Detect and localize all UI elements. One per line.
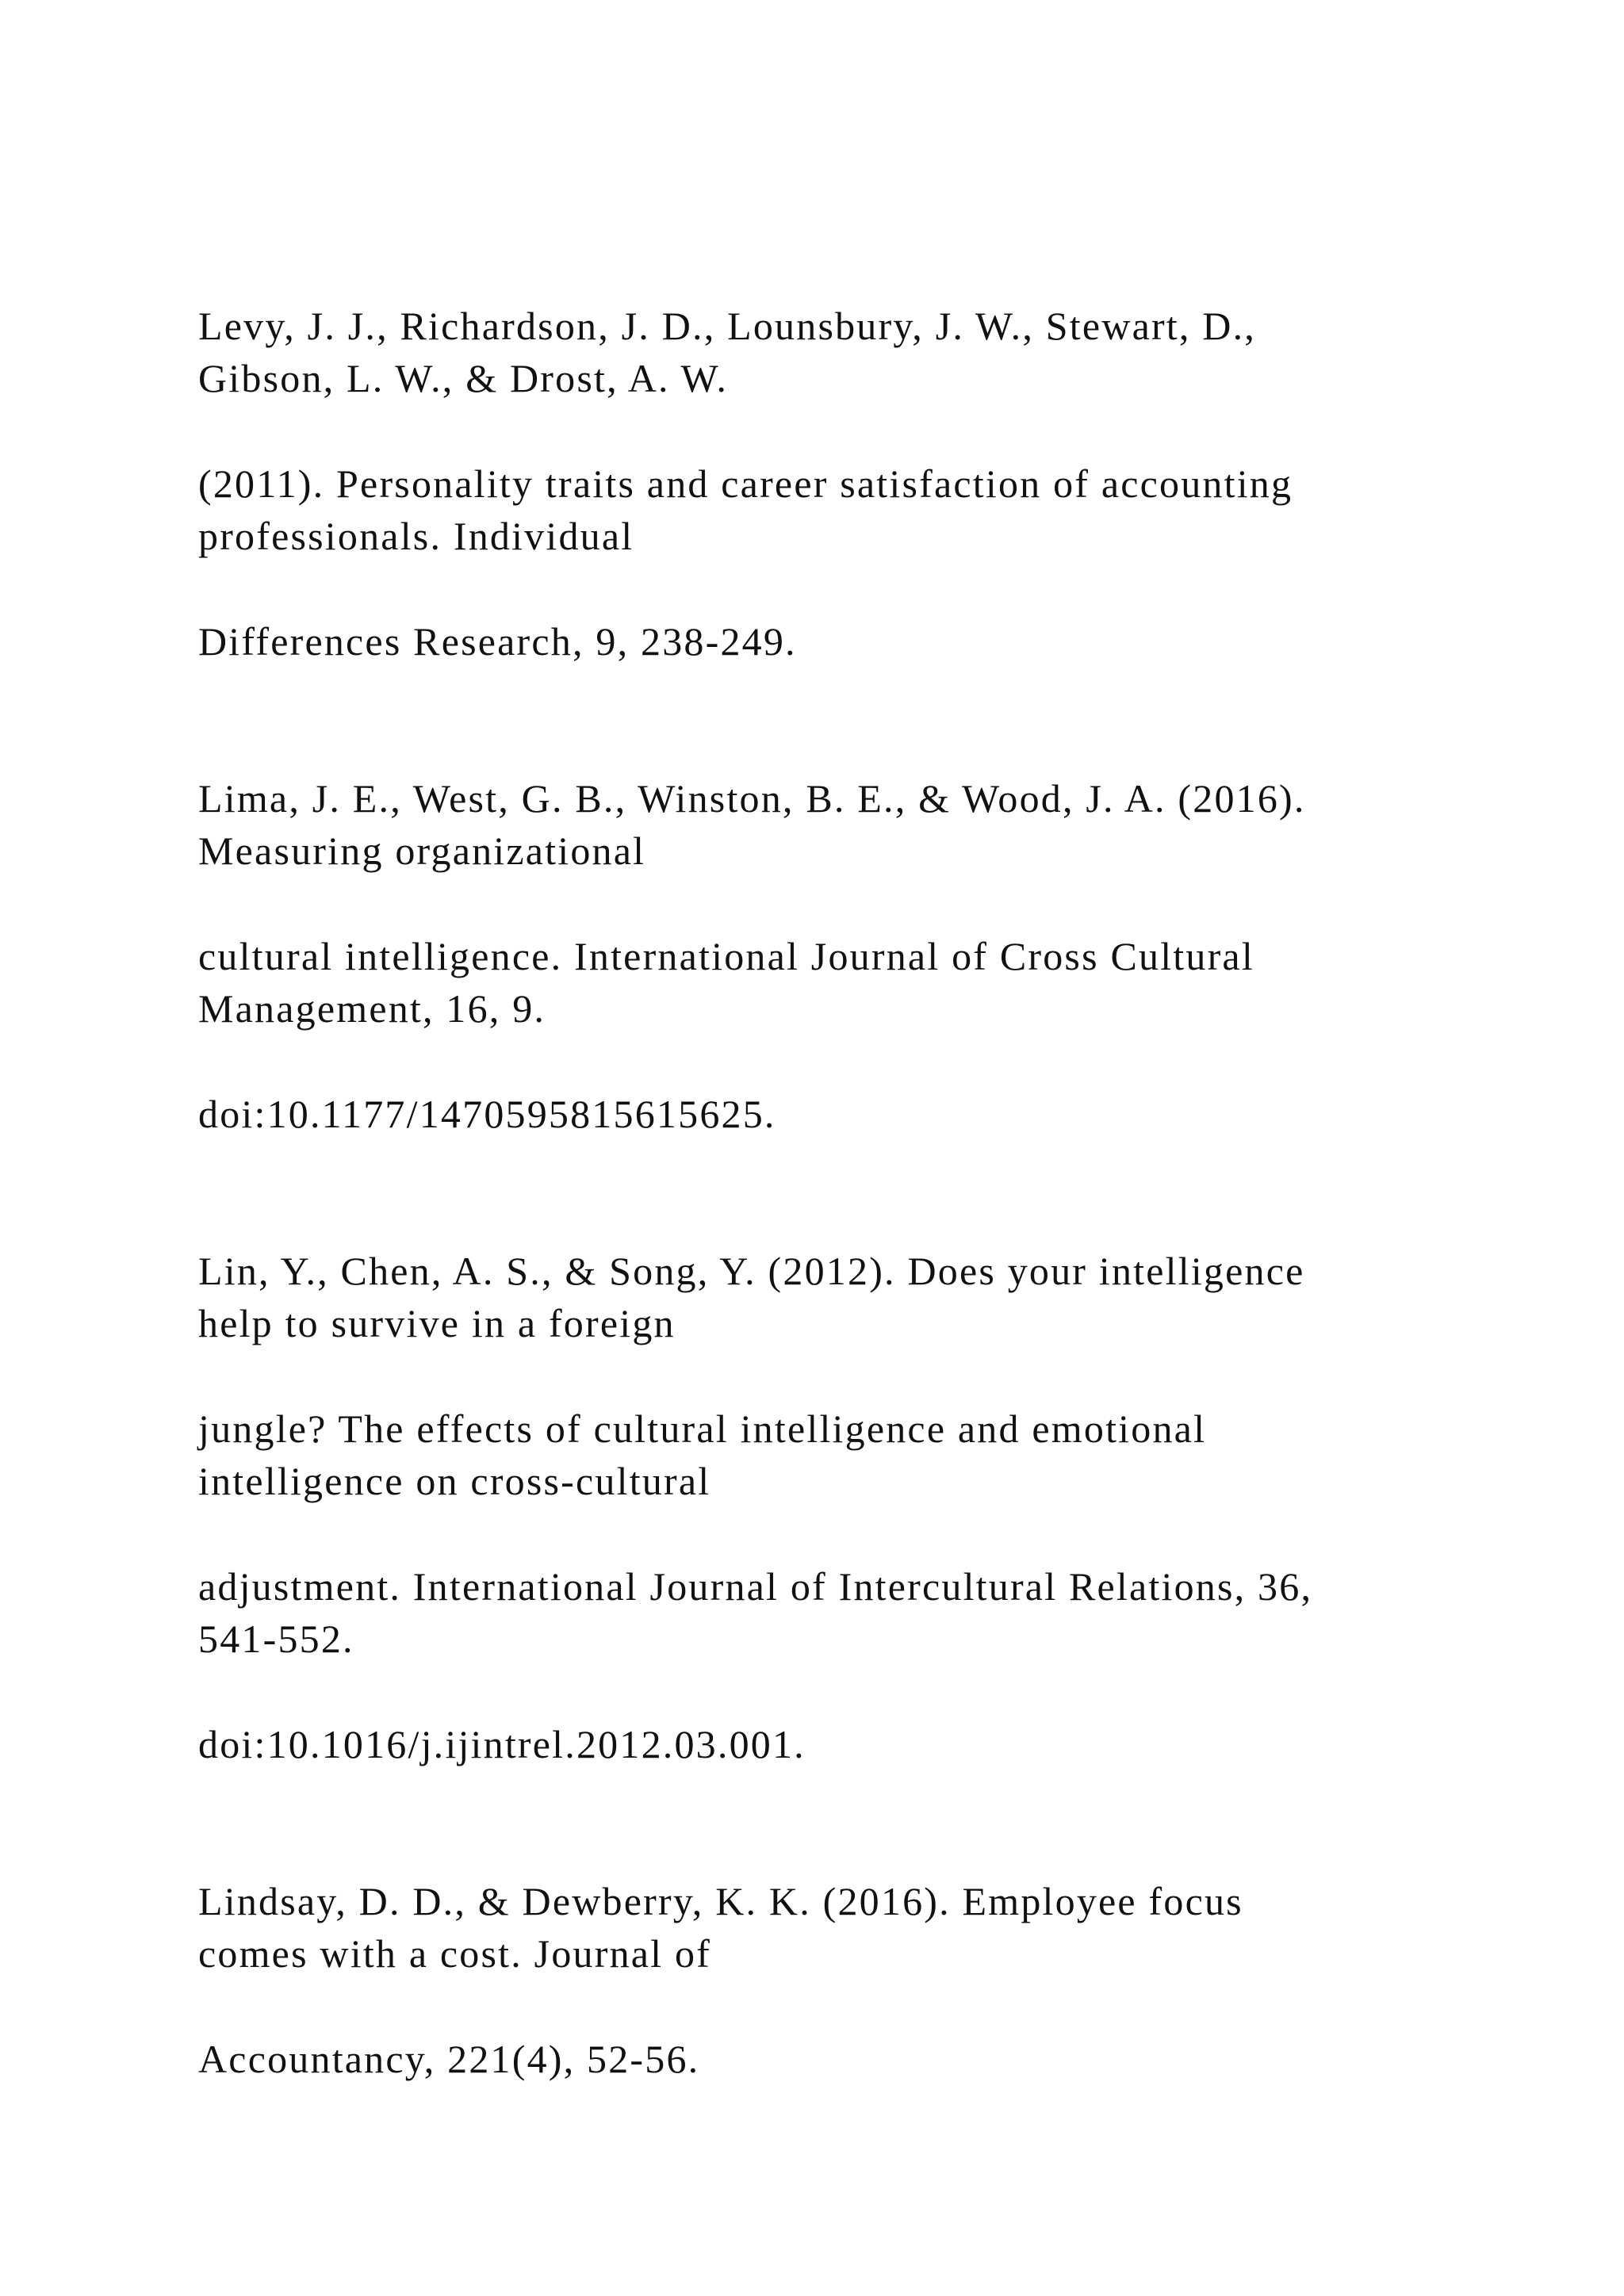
reference-paragraph [198,2033,1483,2085]
reference-text-line: 541-552. [198,1617,354,1661]
reference-paragraph [198,930,1483,1035]
reference-text-line: Accountancy, 221(4), 52-56. [198,2037,700,2081]
reference-text-line: cultural intelligence. International Journal of Cross Cultural [198,934,1254,978]
reference-paragraph [198,1402,1483,1507]
reference-text-line: doi:10.1177/1470595815615625. [198,1092,776,1136]
reference-text-line: Differences Research, 9, 238-249. [198,619,797,664]
reference-text-line: Lima, J. E., West, G. B., Winston, B. E., & Wood, J. A. (2016). [198,776,1306,821]
reference-text-line: intelligence on cross-cultural [198,1459,711,1503]
reference-entry [198,300,1483,668]
reference-paragraph [198,615,1483,668]
reference-text-line: jungle? The effects of cultural intelligence and emotional [198,1406,1207,1451]
reference-text-line: comes with a cost. Journal of [198,1931,712,1976]
reference-text-line: Lin, Y., Chen, A. S., & Song, Y. (2012). Does your intelligence [198,1249,1305,1293]
reference-text-line: professionals. Individual [198,514,634,558]
reference-text-line: (2011). Personality traits and career satisfaction of accounting [198,461,1293,506]
reference-paragraph [198,300,1483,404]
reference-paragraph [198,1245,1483,1349]
reference-text-line: Levy, J. J., Richardson, J. D., Lounsbury, J. W., Stewart, D., [198,304,1257,348]
reference-list [198,300,1483,2085]
reference-entry [198,1875,1483,2085]
reference-text-line: Gibson, L. W., & Drost, A. W. [198,356,729,400]
reference-text-line: Measuring organizational [198,828,646,873]
reference-text-line: Lindsay, D. D., & Dewberry, K. K. (2016). Employee focus [198,1879,1243,1923]
reference-paragraph [198,1875,1483,1980]
reference-paragraph [198,457,1483,562]
reference-paragraph [198,772,1483,877]
reference-paragraph [198,1088,1483,1140]
reference-text-line: help to survive in a foreign [198,1301,676,1345]
reference-text-line: Management, 16, 9. [198,986,546,1031]
reference-entry [198,772,1483,1140]
reference-text-line: adjustment. International Journal of Intercultural Relations, 36, [198,1564,1313,1609]
reference-paragraph [198,1560,1483,1665]
reference-paragraph [198,1718,1483,1770]
reference-text-line: doi:10.1016/j.ijintrel.2012.03.001. [198,1722,806,1766]
reference-entry [198,1245,1483,1770]
